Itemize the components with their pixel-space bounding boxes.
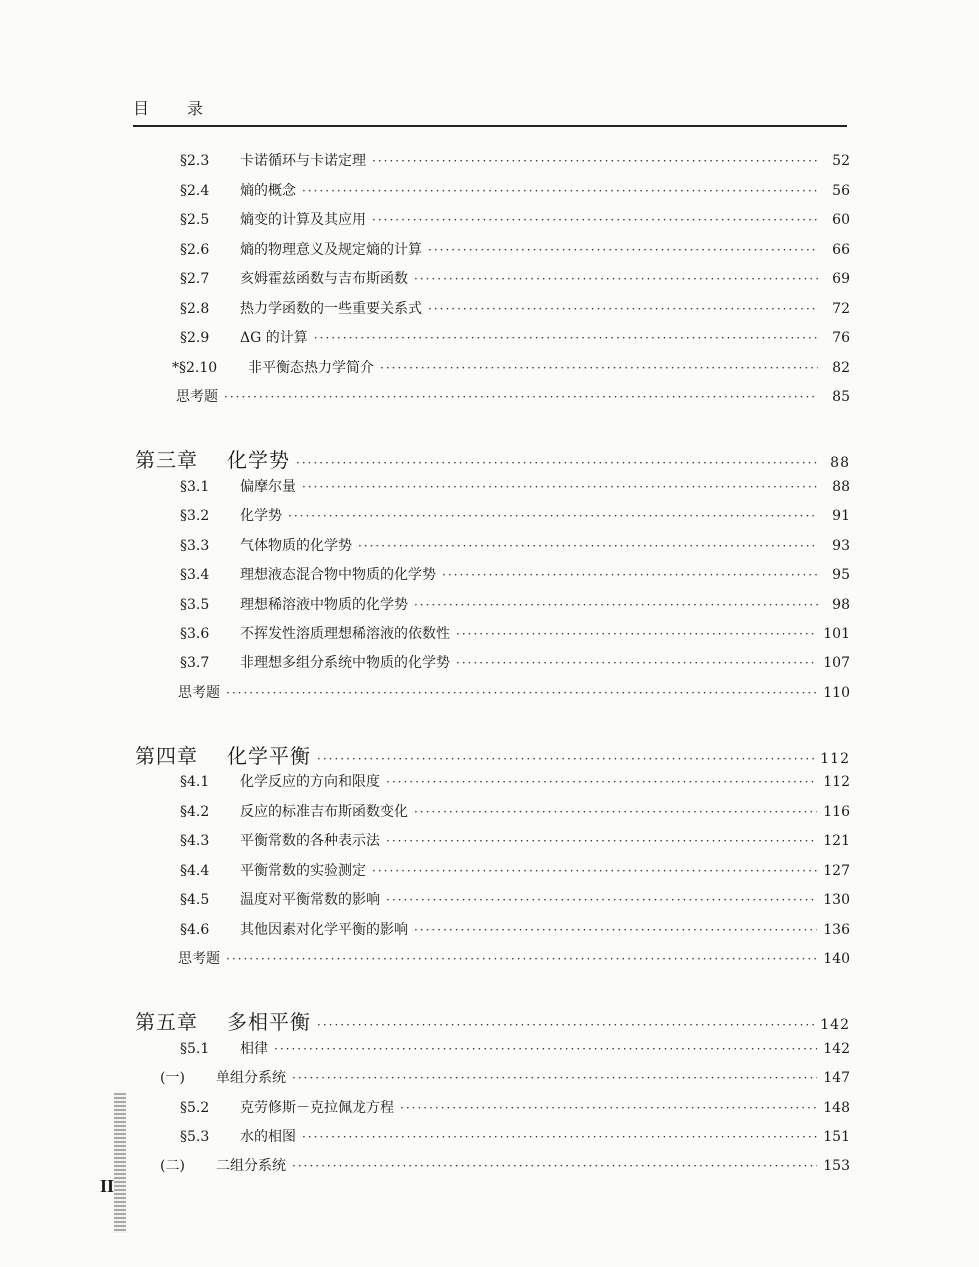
chapter-title: 多相平衡 (227, 1010, 311, 1034)
page-number: 142 (820, 1017, 850, 1033)
section-number: §4.1 (180, 774, 210, 790)
section-title: 平衡常数的各种表示法 (240, 833, 380, 849)
section-number: §3.3 (180, 537, 210, 554)
section-number: §2.8 (180, 300, 210, 317)
toc-entry (176, 386, 850, 406)
page-number: 98 (832, 596, 850, 613)
section-title: 气体物质的化学势 (240, 537, 352, 554)
binding-strip (114, 1093, 126, 1233)
section-title: 亥姆霍兹函数与吉布斯函数 (240, 271, 408, 287)
dot-leader (317, 1018, 814, 1032)
page-number: 112 (820, 751, 850, 767)
section-title: 偏摩尔量 (240, 479, 296, 495)
section-number: §5.3 (180, 1128, 210, 1145)
toc-entry (180, 1126, 850, 1146)
dot-leader (400, 1101, 817, 1115)
dot-leader (314, 331, 818, 345)
header-rule (133, 125, 847, 127)
dot-leader (226, 686, 817, 700)
chapter-entry (135, 444, 850, 473)
page-number: 136 (823, 921, 850, 938)
dot-leader (288, 509, 818, 523)
page-number: 112 (823, 774, 850, 790)
section-number: §4.4 (180, 862, 210, 879)
page-number: 147 (823, 1070, 850, 1087)
toc-entry (180, 298, 850, 318)
section-title: 反应的标准吉布斯函数变化 (240, 803, 408, 820)
section-title: 熵的概念 (240, 182, 296, 199)
section-title: 热力学函数的一些重要关系式 (240, 300, 422, 317)
chapter-number: 第三章 (135, 448, 198, 472)
toc-entry (160, 1155, 850, 1175)
section-number: §2.9 (180, 330, 210, 346)
page-number: 130 (823, 892, 850, 908)
section-number: §3.7 (180, 655, 210, 672)
dot-leader (274, 1042, 817, 1056)
section-number: §3.6 (180, 626, 210, 642)
section-title: 单组分系统 (216, 1070, 286, 1087)
section-title: 平衡常数的实验测定 (240, 862, 366, 879)
dot-leader (372, 864, 817, 878)
section-number: §2.6 (180, 241, 210, 258)
page-number: 69 (832, 271, 850, 287)
section-title: 思考题 (178, 684, 220, 701)
dot-leader (372, 213, 818, 227)
dot-leader (380, 361, 818, 375)
chapter-entry (135, 1006, 850, 1035)
toc-entry (180, 623, 850, 643)
page-number: 151 (823, 1128, 850, 1145)
section-number: §2.5 (180, 212, 210, 228)
section-number: §4.3 (180, 833, 210, 849)
toc-entry (180, 1038, 850, 1058)
dot-leader (442, 568, 818, 582)
toc-entry (180, 919, 850, 939)
section-title: 非理想多组分系统中物质的化学势 (240, 655, 450, 672)
page-number: 142 (823, 1041, 850, 1057)
dot-leader (302, 480, 818, 494)
dot-leader (372, 154, 818, 168)
section-number: §2.4 (180, 182, 210, 199)
dot-leader (414, 598, 818, 612)
section-number: §3.1 (180, 479, 210, 495)
toc-entry (180, 801, 850, 821)
toc-entry (160, 1067, 850, 1087)
dot-leader (428, 302, 818, 316)
chapter-title: 化学势 (227, 448, 290, 472)
toc-entry (180, 594, 850, 614)
toc-entry (178, 682, 850, 702)
section-title: 水的相图 (240, 1128, 296, 1145)
section-number: §5.1 (180, 1041, 210, 1057)
toc-entry (180, 180, 850, 200)
page-number: 121 (823, 833, 850, 849)
toc-entry (180, 505, 850, 525)
page-number: 60 (832, 212, 850, 228)
section-number: §4.6 (180, 921, 210, 938)
page-number: 72 (832, 300, 850, 317)
dot-leader (414, 805, 817, 819)
toc-entry (180, 209, 850, 229)
section-title: 理想液态混合物中物质的化学势 (240, 567, 436, 584)
folio: II (100, 1176, 115, 1196)
dot-leader (456, 627, 817, 641)
section-title: 卡诺循环与卡诺定理 (240, 153, 366, 169)
toc-entry (180, 860, 850, 880)
section-number: (二) (160, 1158, 185, 1175)
toc-entry (180, 239, 850, 259)
dot-leader (414, 272, 818, 286)
page-number: 110 (823, 684, 850, 701)
page-number: 107 (823, 655, 850, 672)
section-title: 理想稀溶液中物质的化学势 (240, 596, 408, 613)
toc-entry (178, 948, 850, 968)
section-number: §2.3 (180, 153, 210, 169)
page-number: 56 (832, 182, 850, 199)
section-title: 思考题 (176, 389, 218, 405)
toc-entry (180, 652, 850, 672)
header-right: 录 (187, 99, 206, 118)
page-number: 66 (832, 241, 850, 258)
section-title: 熵变的计算及其应用 (240, 212, 366, 228)
page-number: 91 (832, 508, 850, 525)
chapter-entry (135, 740, 850, 769)
section-number: §2.7 (180, 271, 210, 287)
toc-entry (180, 564, 850, 584)
page-header (133, 96, 847, 119)
toc-entry (172, 357, 850, 377)
page-number: 153 (823, 1158, 850, 1175)
dot-leader (428, 243, 818, 257)
header-left: 目 (133, 99, 152, 118)
section-title: 温度对平衡常数的影响 (240, 892, 380, 908)
toc-entry (180, 889, 850, 909)
toc-entry (180, 268, 850, 288)
dot-leader (414, 923, 817, 937)
section-number: §5.2 (180, 1099, 210, 1116)
toc-entry (180, 327, 850, 347)
page-number: 140 (823, 951, 850, 967)
section-number: §3.4 (180, 567, 210, 584)
section-title: 不挥发性溶质理想稀溶液的依数性 (240, 626, 450, 642)
dot-leader (317, 752, 814, 766)
page-number: 85 (832, 389, 850, 405)
dot-leader (386, 834, 817, 848)
page-number: 76 (832, 330, 850, 346)
section-title: 化学反应的方向和限度 (240, 774, 380, 790)
dot-leader (358, 539, 818, 553)
section-title: ΔG 的计算 (240, 330, 308, 346)
page-number: 95 (832, 567, 850, 584)
page-number: 127 (823, 862, 850, 879)
dot-leader (456, 656, 817, 670)
page-number: 101 (823, 626, 850, 642)
chapter-number: 第四章 (135, 744, 198, 768)
toc-entry (180, 535, 850, 555)
toc-entry (180, 830, 850, 850)
dot-leader (292, 1071, 817, 1085)
toc-entry (180, 1097, 850, 1117)
toc-entry (180, 150, 850, 170)
section-number: *§2.10 (172, 359, 218, 376)
section-title: 化学势 (240, 508, 282, 525)
page-number: 88 (830, 455, 850, 471)
page-number: 82 (832, 359, 850, 376)
dot-leader (302, 184, 818, 198)
section-title: 克劳修斯－克拉佩龙方程 (240, 1099, 394, 1116)
dot-leader (296, 456, 818, 470)
dot-leader (386, 893, 817, 907)
dot-leader (224, 390, 818, 404)
page-number: 88 (832, 479, 850, 495)
dot-leader (292, 1159, 817, 1173)
section-title: 其他因素对化学平衡的影响 (240, 921, 408, 938)
section-number: §3.2 (180, 508, 210, 525)
page-number: 148 (823, 1099, 850, 1116)
dot-leader (302, 1130, 817, 1144)
toc-entry (180, 771, 850, 791)
chapter-number: 第五章 (135, 1010, 198, 1034)
section-title: 二组分系统 (216, 1158, 286, 1175)
chapter-title: 化学平衡 (227, 744, 311, 768)
section-number: §4.2 (180, 803, 210, 820)
section-title: 相律 (240, 1041, 268, 1057)
dot-leader (386, 775, 817, 789)
section-title: 思考题 (178, 951, 220, 967)
page-number: 93 (832, 537, 850, 554)
page-number: 52 (832, 153, 850, 169)
section-number: §4.5 (180, 892, 210, 908)
section-title: 熵的物理意义及规定熵的计算 (240, 241, 422, 258)
toc-entry (180, 476, 850, 496)
section-number: (一) (160, 1070, 185, 1087)
section-number: §3.5 (180, 596, 210, 613)
dot-leader (226, 952, 817, 966)
section-title: 非平衡态热力学简介 (248, 359, 374, 376)
page-number: 116 (823, 803, 850, 820)
